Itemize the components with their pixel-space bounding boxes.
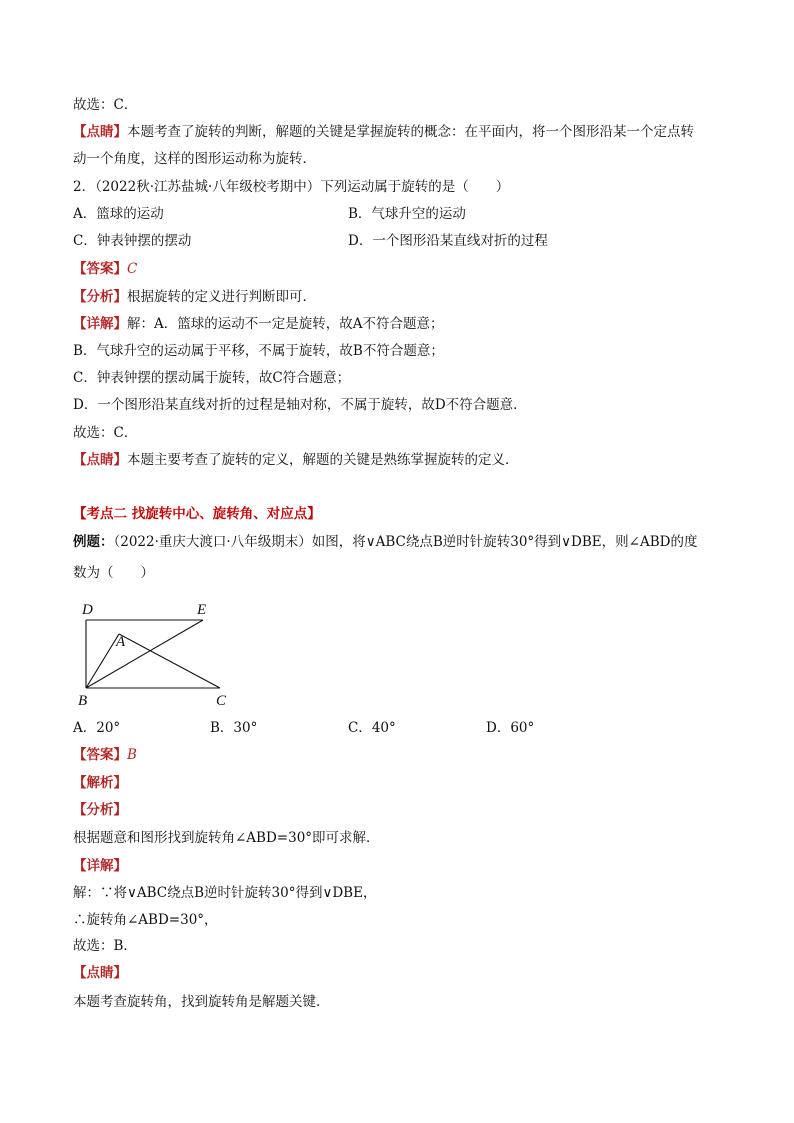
comment-tag: 【点睛】 <box>73 124 127 140</box>
analysis-tag-line <box>73 801 127 819</box>
q2-comment-text: 本题主要考查了旋转的定义，解题的关键是熟练掌握旋转的定义． <box>127 452 519 468</box>
q2-comment-line <box>73 451 519 469</box>
segment-ac <box>119 634 220 688</box>
q2-analysis-line <box>73 288 316 306</box>
example-detail-line1: 解：∵将∨ABC绕点B逆时针旋转30°得到∨DBE， <box>73 885 377 901</box>
example-option-c: C．40° <box>348 720 396 736</box>
label-c: C <box>216 693 227 709</box>
q2-detail-text1: 解：A．篮球的运动不一定是旋转，故A不符合题意； <box>127 316 444 332</box>
example-answer-value: B <box>127 747 137 763</box>
comment-tag-line <box>73 964 127 982</box>
label-d: D <box>82 602 93 618</box>
example-option-a: A．20° <box>73 720 121 736</box>
detail-tag: 【详解】 <box>73 858 127 874</box>
q2-analysis-text: 根据旋转的定义进行判断即可． <box>127 289 316 305</box>
q2-option-a: A．篮球的运动 <box>73 206 164 222</box>
analysis-tag: 【分析】 <box>73 289 127 305</box>
example-answer-line <box>73 746 137 764</box>
segment-ba <box>86 634 119 688</box>
q2-conclusion: 故选：C． <box>73 425 138 441</box>
label-b: B <box>78 693 88 709</box>
q2-detail-line4: D．一个图形沿某直线对折的过程是轴对称，不属于旋转，故D不符合题意． <box>73 397 527 413</box>
q2-detail-line1 <box>73 315 444 333</box>
section-heading <box>73 505 321 523</box>
label-e: E <box>197 602 207 618</box>
answer-tag: 【答案】 <box>73 261 127 277</box>
example-conclusion: 故选：B． <box>73 938 137 954</box>
segment-be <box>86 620 203 688</box>
label-a: A <box>116 634 126 650</box>
q1-comment-line2: 动一个角度，这样的图形运动称为旋转． <box>73 151 316 167</box>
example-text: （2022·重庆大渡口·八年级期末）如图，将∨ABC绕点B逆时针旋转30°得到∨DBE，则∠ABD的度 <box>113 534 698 550</box>
detail-tag-line <box>73 857 127 875</box>
section-heading-text: 【考点二 找旋转中心、旋转角、对应点】 <box>73 506 321 522</box>
example-detail-line2: ∴旋转角∠ABD=30°， <box>73 912 218 928</box>
q2-option-b: B．气球升空的运动 <box>348 206 466 222</box>
geometry-figure <box>70 596 240 712</box>
example-line1 <box>73 533 697 551</box>
analysis-tag: 【分析】 <box>73 802 127 818</box>
q2-stem: 2．（2022秋·江苏盐城·八年级校考期中）下列运动属于旋转的是（ ） <box>73 179 510 195</box>
comment-tag: 【点睛】 <box>73 452 127 468</box>
q1-comment-line1 <box>73 123 694 141</box>
explain-tag: 【解析】 <box>73 775 127 791</box>
example-option-d: D．60° <box>486 720 535 736</box>
example-line2: 数为（ ） <box>73 565 154 581</box>
example-comment-text: 本题考查旋转角，找到旋转角是解题关键． <box>73 994 330 1010</box>
example-analysis-text: 根据题意和图形找到旋转角∠ABD=30°即可求解． <box>73 830 380 846</box>
example-label: 例题： <box>73 534 114 550</box>
answer-tag: 【答案】 <box>73 747 127 763</box>
q2-detail-line3: C．钟表钟摆的摆动属于旋转，故C符合题意； <box>73 370 351 386</box>
q2-answer-line <box>73 260 137 278</box>
example-option-b: B．30° <box>210 720 258 736</box>
q2-option-d: D．一个图形沿某直线对折的过程 <box>348 233 548 249</box>
q2-option-c: C．钟表钟摆的摆动 <box>73 233 192 249</box>
comment-tag: 【点睛】 <box>73 965 127 981</box>
q1-comment-text1: 本题考查了旋转的判断，解题的关键是掌握旋转的概念：在平面内，将一个图形沿某一个定点转 <box>127 124 694 140</box>
explain-tag-line <box>73 774 127 792</box>
detail-tag: 【详解】 <box>73 316 127 332</box>
q2-detail-line2: B．气球升空的运动属于平移，不属于旋转，故B不符合题意； <box>73 343 444 359</box>
q2-answer-value: C <box>127 261 138 277</box>
q1-answer-line: 故选：C． <box>73 97 138 113</box>
